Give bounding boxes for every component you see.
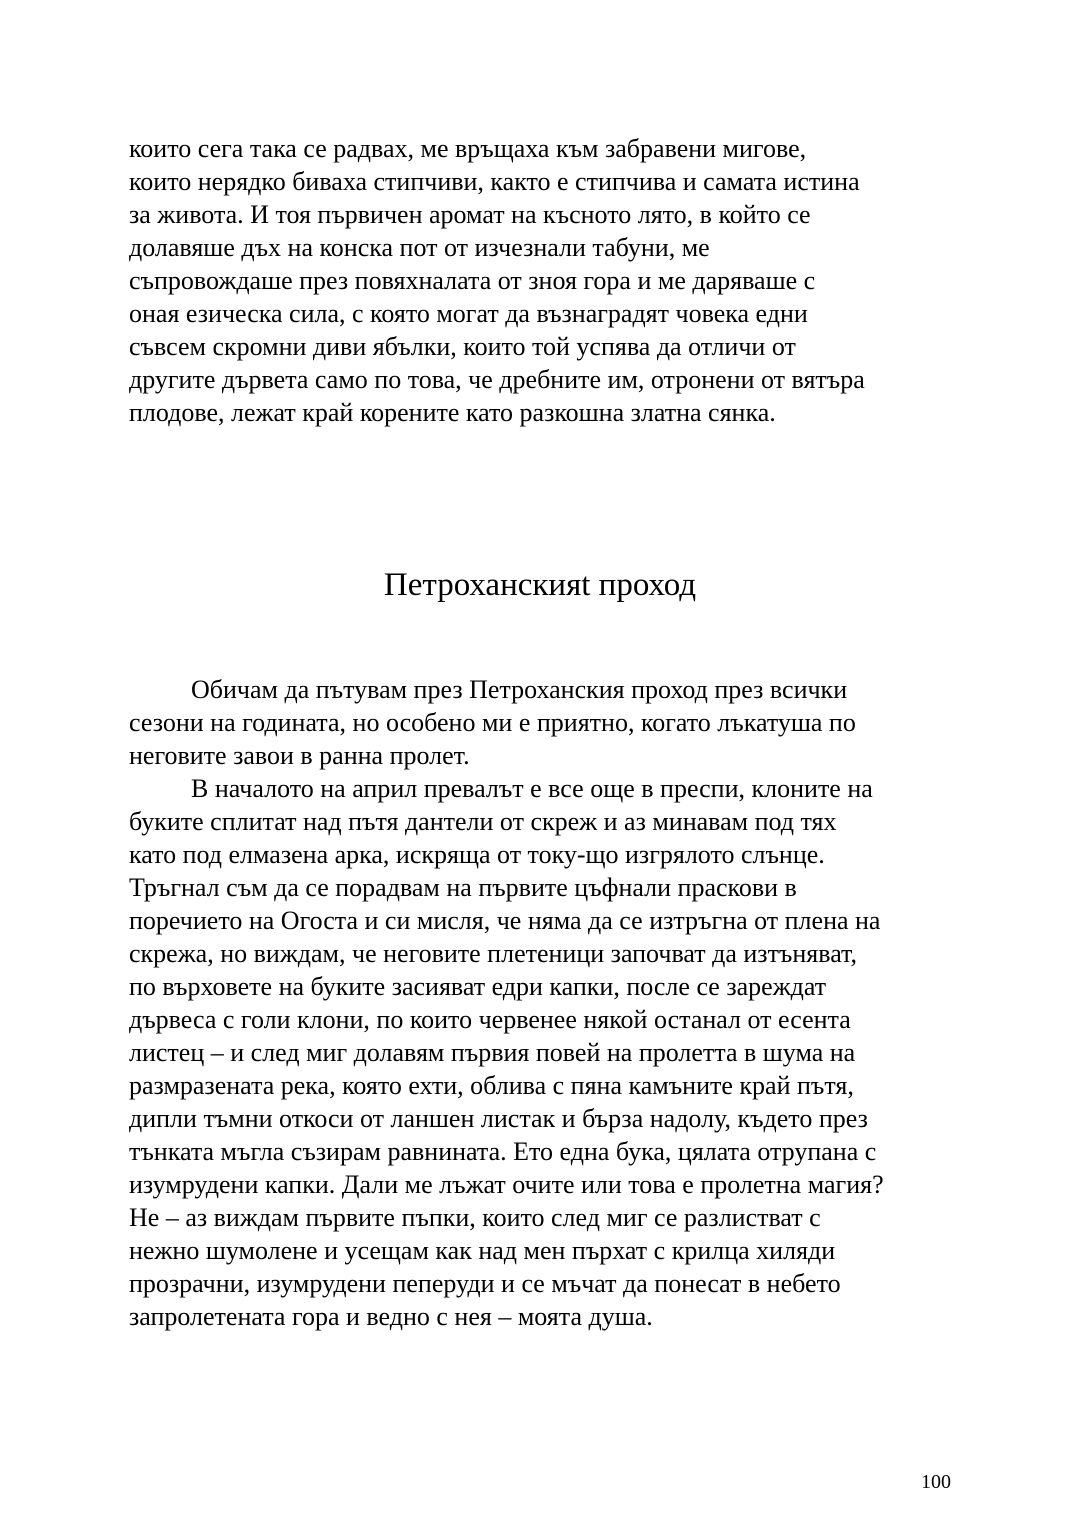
text-line: долавяше дъх на конска пот от изчезнали табуни, ме (129, 233, 710, 262)
text-line: размразената река, която ехти, облива с пяна камъните край пътя, (129, 1071, 854, 1100)
page-number: 100 (921, 1471, 951, 1493)
text-line: за живота. И тоя първичен аромат на късното лято, в който се (129, 200, 811, 229)
text-line: другите дървета само по това, че дребните им, отронени от вятъра (129, 365, 865, 394)
carryover-paragraph (129, 132, 959, 429)
text-line: скрежа, но виждам, че неговите плетеници започват да изтъняват, (129, 939, 857, 968)
paragraph (129, 673, 959, 772)
text-line: изумрудени капки. Дали ме лъжат очите или това е пролетна магия? (129, 1170, 884, 1199)
text-line: тънката мъгла съзирам равнината. Ето една бука, цялата отрупана с (129, 1137, 877, 1166)
text-line: които сега така се радвах, ме връщаха към забравени мигове, (129, 134, 807, 163)
text-line: съвсем скромни диви ябълки, които той успява да отличи от (129, 332, 796, 361)
text-line: Обичам да пътувам през Петроханския проход през всички (191, 675, 848, 704)
text-line: плодове, лежат край корените като разкошна златна сянка. (129, 398, 776, 427)
text-line: листец – и след миг долавям първия повей на пролетта в шума на (129, 1038, 856, 1067)
text-line: сезони на годината, но особено ми е приятно, когато лъкатуша по (129, 708, 856, 737)
text-line: съпровождаше през повяхналата от зноя гора и ме даряваше с (129, 266, 816, 295)
text-line: буките сплитат над пътя дантели от скреж и аз минавам под тях (129, 807, 837, 836)
chapter-title: Петроханскияt проход (383, 567, 697, 603)
text-line: Не – аз виждам първите пъпки, които след миг се разлистват с (129, 1203, 821, 1232)
text-line: прозрачни, изумрудени пеперуди и се мъчат да понесат в небето (129, 1269, 841, 1298)
text-line: по върховете на буките засияват едри капки, после се зареждат (129, 972, 827, 1001)
text-line: В началото на април превалът е все още в преспи, клоните на (191, 774, 873, 803)
text-line: Тръгнал съм да се порадвам на първите цъфнали праскови в (129, 873, 797, 902)
text-line: запролетената гора и ведно с нея – моята душа. (129, 1302, 653, 1331)
text-line: които нерядко биваха стипчиви, както е стипчива и самата истина (129, 167, 860, 196)
text-line: дипли тъмни откоси от ланшен листак и бърза надолу, където през (129, 1104, 868, 1133)
paragraph (129, 772, 959, 1333)
text-line: като под елмазена арка, искряща от току-що изгрялото слънце. (129, 840, 825, 869)
text-line: дървеса с голи клони, по които червенее някой останал от есента (129, 1005, 851, 1034)
text-line: неговите завои в ранна пролет. (129, 741, 470, 770)
text-line: оная езическа сила, с която могат да възнаградят човека едни (129, 299, 808, 328)
text-line: поречието на Огоста и си мисля, че няма да се изтръгна от плена на (129, 906, 881, 935)
text-line: нежно шумолене и усещам как над мен пърхат с крилца хиляди (129, 1236, 836, 1265)
chapter-body (129, 673, 959, 1333)
